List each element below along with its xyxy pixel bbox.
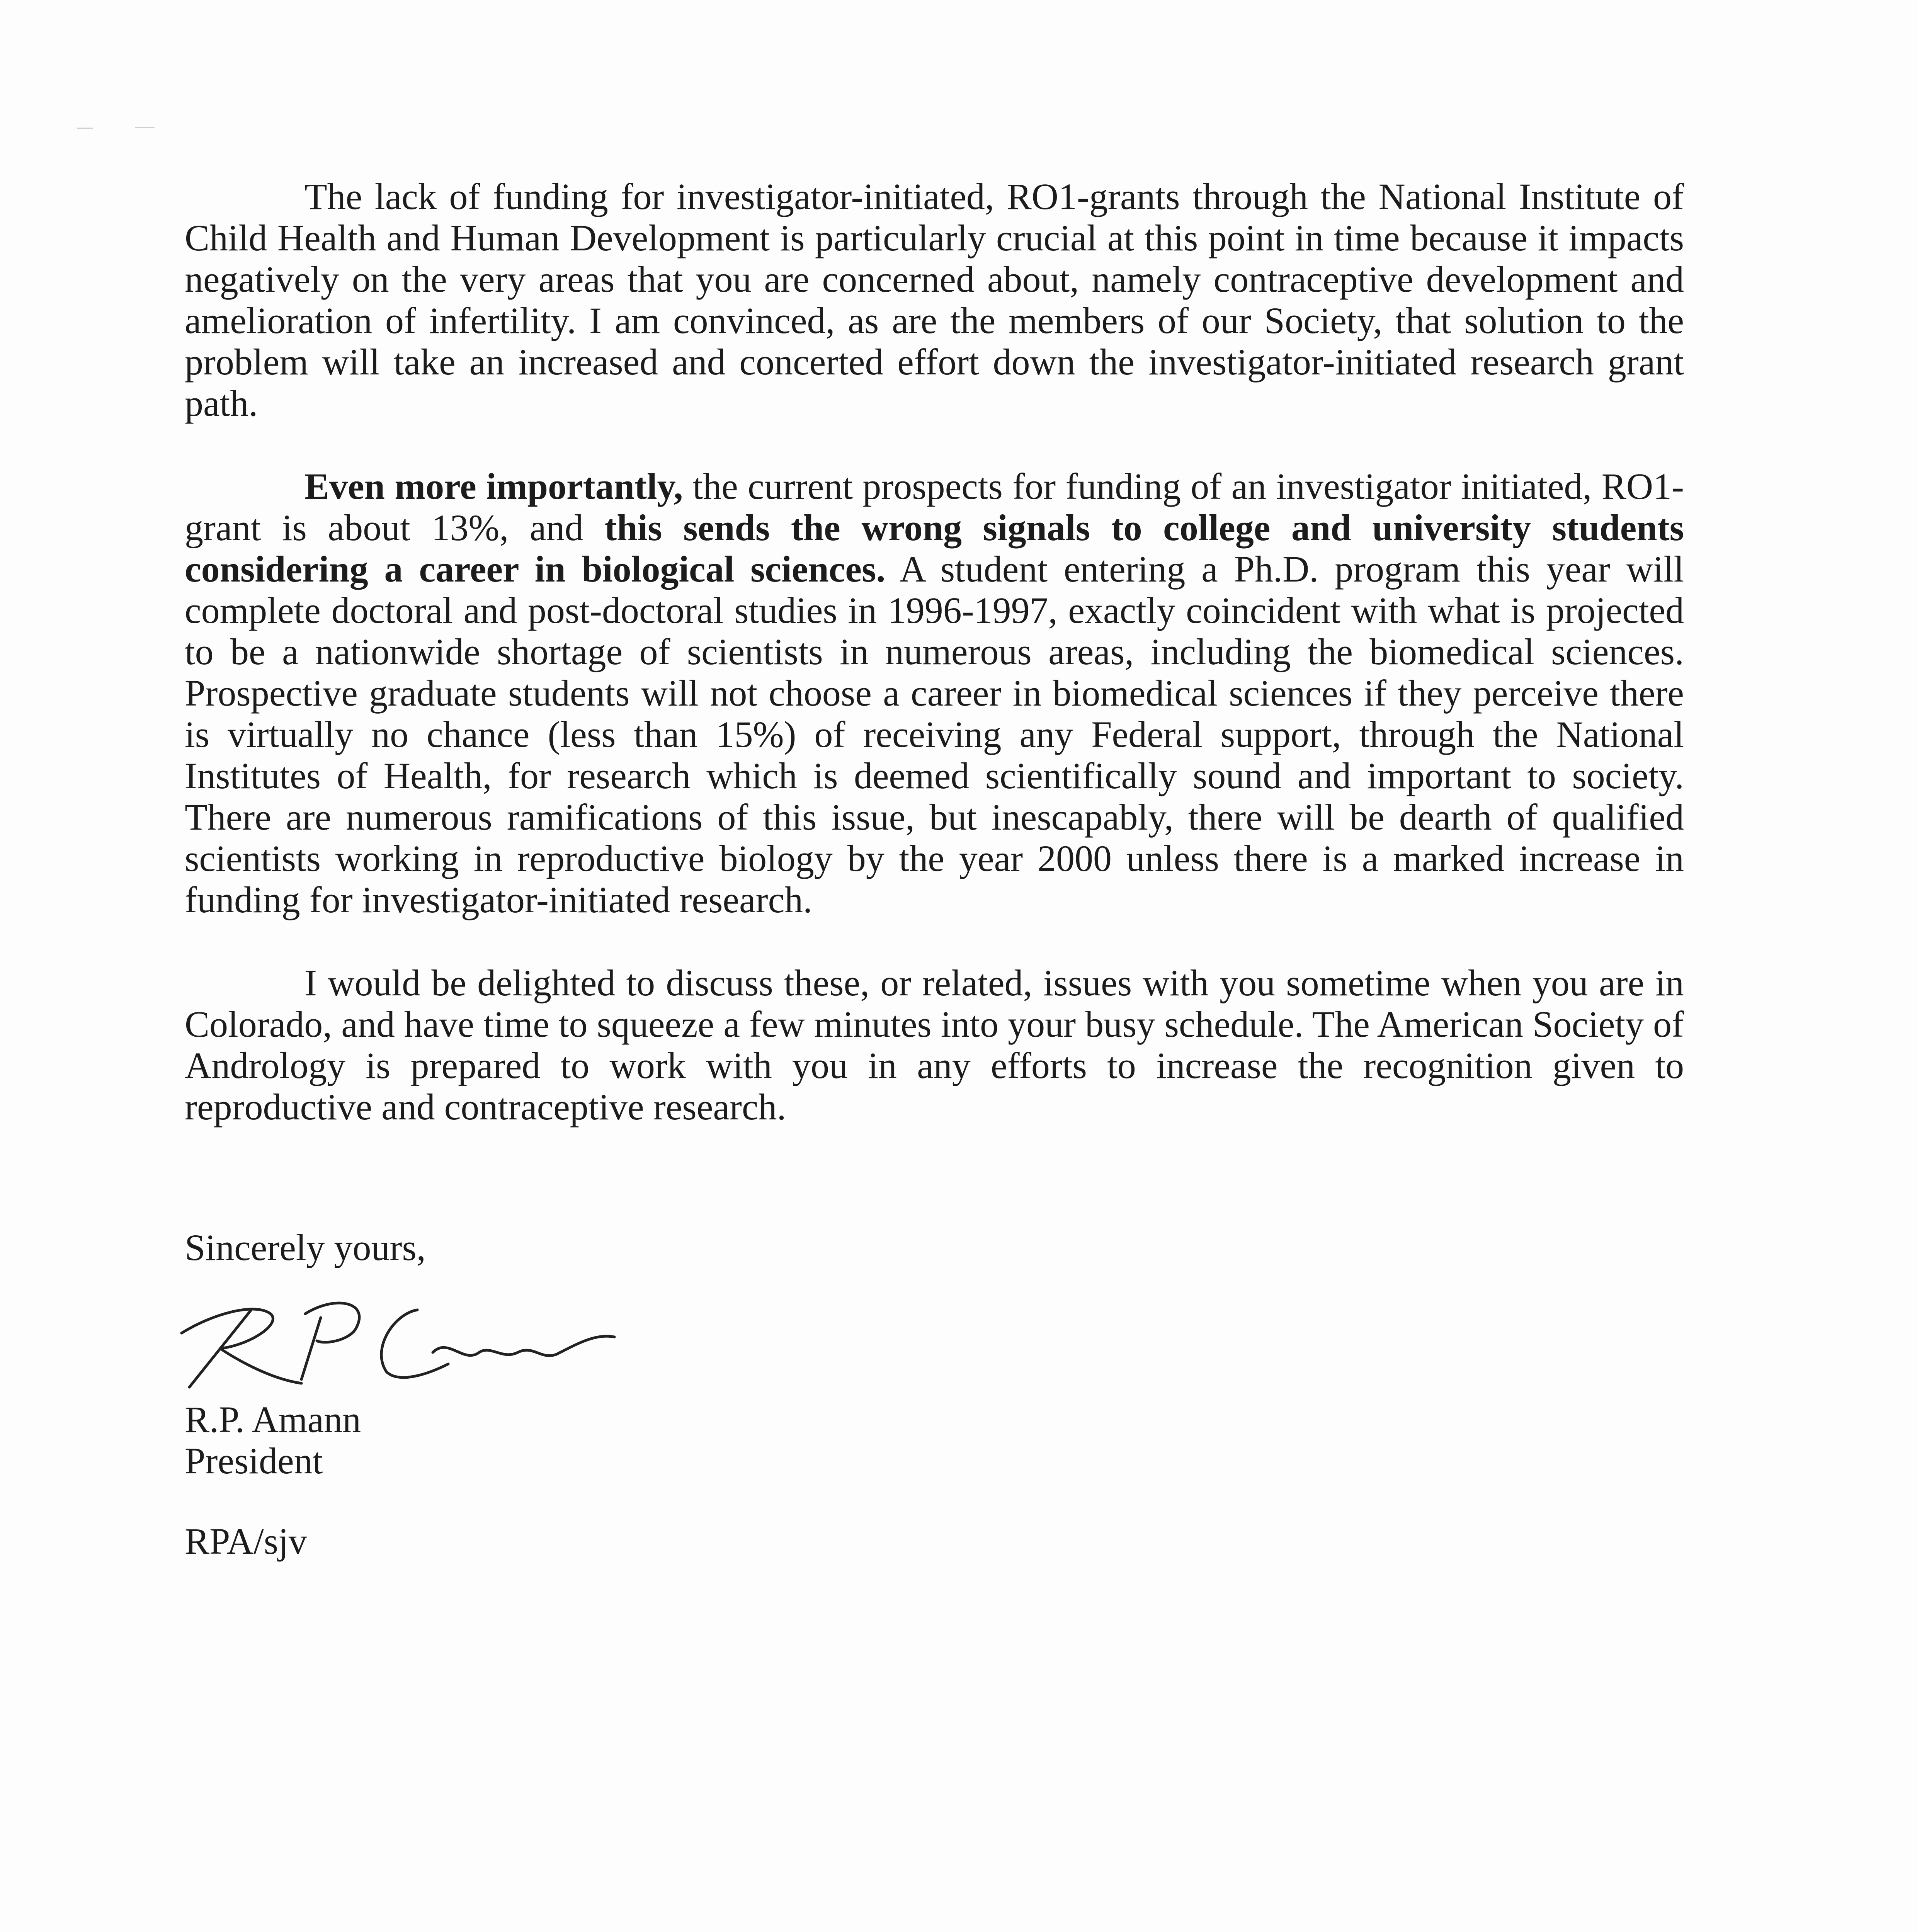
prospects-text-a: the current prospects for funding of an investigator initiated, RO1-grant is about 13%, and [185, 466, 1684, 548]
prospects-text-b: A student entering a Ph.D. program this year will complete doctoral and post-doctoral studies in 1996-1997, exactly coincident with what is projected to be a nationwide shortage of scientists in numerous areas, including the biomedical sciences. Prospective graduate students will not choose a career in biomedical sciences if they perceive there is virtually no chance (less than 15%) of receiving any Federal support, through the National Institutes of Health, for research which is deemed scientifically sound and important to society. There are numerous ramifications of this issue, but inescapably, there will be dearth of qualified scientists working in reproductive biology by the year 2000 unless there is a marked increase in funding for investigator-initiated research. [185, 548, 1684, 920]
scan-mark [77, 124, 155, 133]
signer-name: R.P. Amann [185, 1399, 361, 1440]
signature-block [185, 1399, 361, 1481]
paragraph-prospects [185, 466, 1684, 920]
bold-signals: this sends the wrong signals to college and university students considering a career in biological sciences. [185, 507, 1684, 590]
closing: Sincerely yours, [185, 1227, 426, 1268]
paragraph-funding: The lack of funding for investigator-initiated, RO1-grants through the National Institute of Child Health and Human Development is particularly crucial at this point in time because it impacts negatively on the very areas that you are concerned about, namely contraceptive development and amelioration of infertility. I am convinced, as are the members of our Society, that solution to the problem will take an increased and concerted effort down the investigator-initiated research grant path. [185, 176, 1684, 424]
paragraph-invitation: I would be delighted to discuss these, or related, issues with you sometime when you are in Colorado, and have time to squeeze a few minutes into your busy schedule. The American Society of Andrology is prepared to work with you in any efforts to increase the recognition given to reproductive and contraceptive research. [185, 962, 1684, 1128]
reference-initials: RPA/sjv [185, 1520, 307, 1562]
handwritten-signature [155, 1287, 618, 1395]
letter-body [185, 176, 1684, 1169]
bold-lead: Even more importantly, [304, 466, 683, 507]
signer-title: President [185, 1440, 323, 1481]
